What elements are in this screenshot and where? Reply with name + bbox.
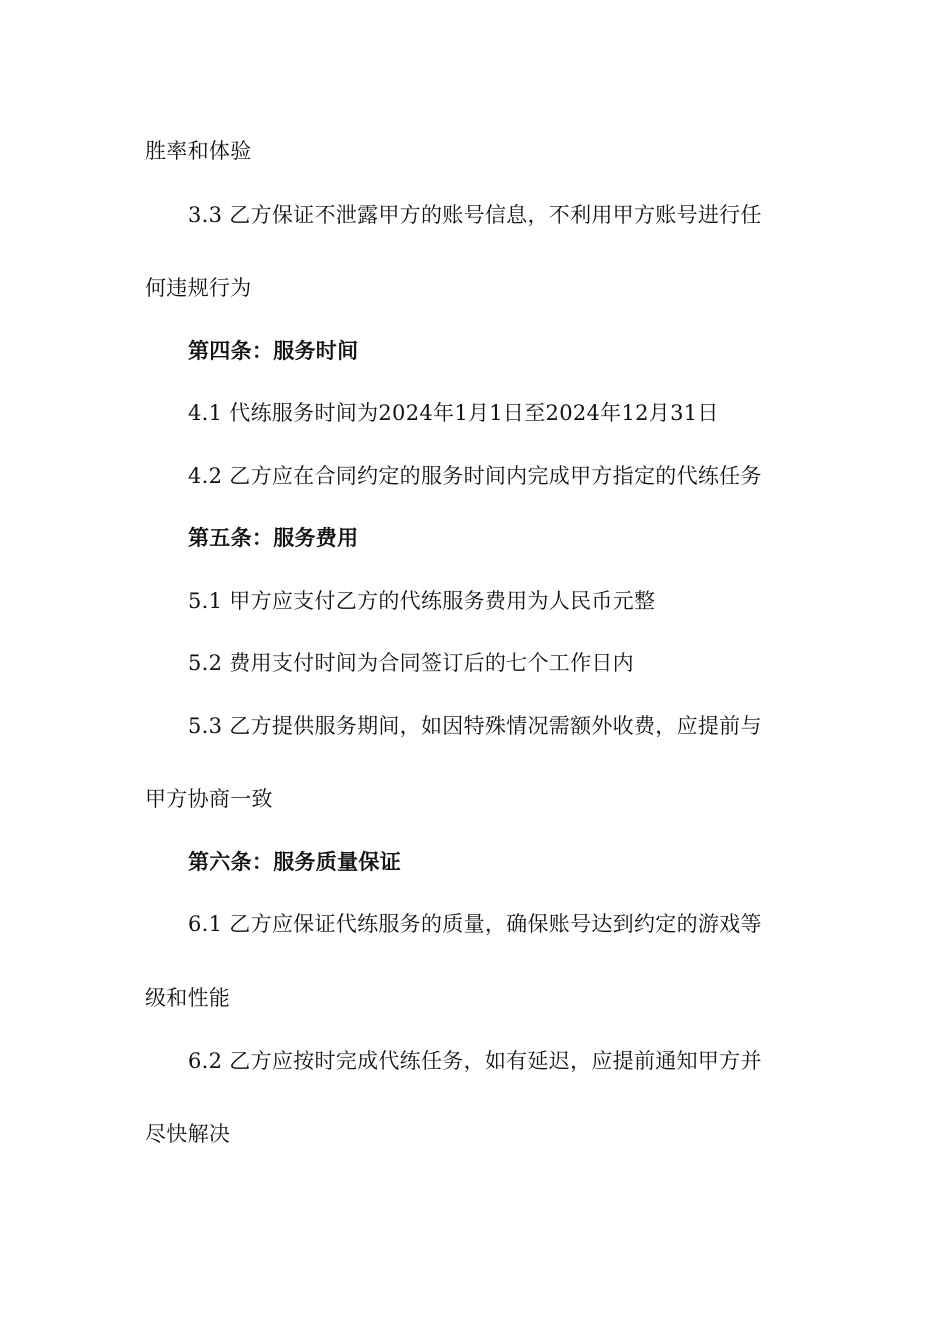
paragraph-continuation: 胜率和体验 [145, 139, 252, 163]
clause-4-1: 4.1 代练服务时间为2024年1月1日至2024年12月31日 [188, 401, 719, 425]
clause-5-3-continuation: 甲方协商一致 [145, 787, 273, 811]
clause-6-1-continuation: 级和性能 [145, 986, 231, 1010]
clause-3-3-continuation: 何违规行为 [145, 276, 252, 300]
section-heading-4: 第四条：服务时间 [188, 338, 359, 363]
clause-3-3: 3.3 乙方保证不泄露甲方的账号信息，不利用甲方账号进行任 [188, 203, 762, 227]
clause-6-1: 6.1 乙方应保证代练服务的质量，确保账号达到约定的游戏等 [188, 912, 762, 936]
clause-4-2: 4.2 乙方应在合同约定的服务时间内完成甲方指定的代练任务 [188, 464, 762, 488]
section-heading-6: 第六条：服务质量保证 [188, 849, 401, 874]
clause-6-2-continuation: 尽快解决 [145, 1122, 231, 1146]
clause-6-2: 6.2 乙方应按时完成代练任务，如有延迟，应提前通知甲方并 [188, 1049, 762, 1073]
clause-5-1: 5.1 甲方应支付乙方的代练服务费用为人民币元整 [188, 589, 656, 613]
section-heading-5: 第五条：服务费用 [188, 525, 359, 550]
clause-5-2: 5.2 费用支付时间为合同签订后的七个工作日内 [188, 651, 634, 675]
clause-5-3: 5.3 乙方提供服务期间，如因特殊情况需额外收费，应提前与 [188, 714, 762, 738]
